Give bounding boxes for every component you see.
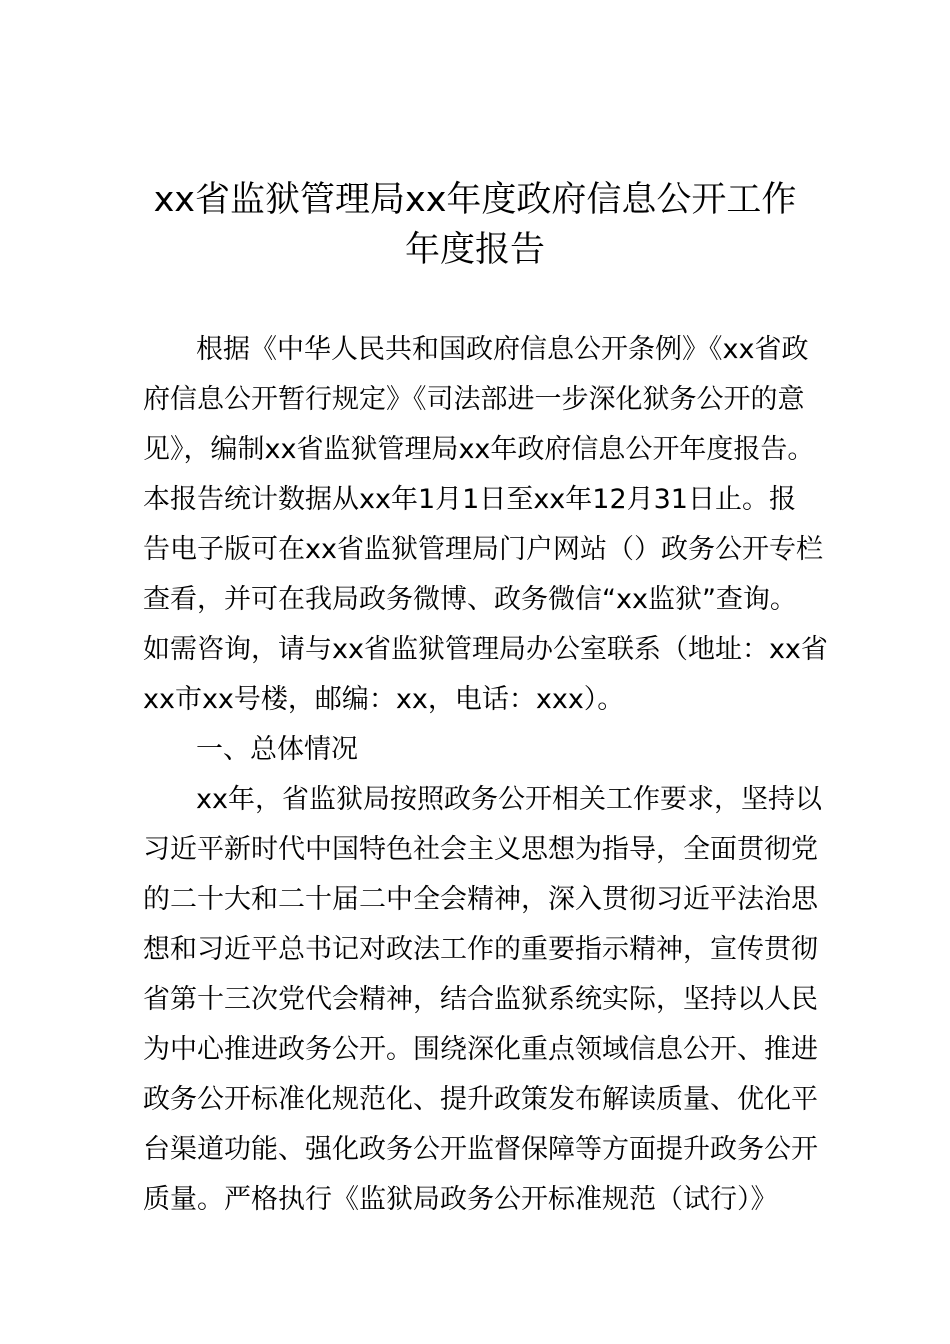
body-line-17: 台渠道功能、强化政务公开监督保障等方面提升政务公开 [143,1134,818,1165]
body-line-5: 告电子版可在xx省监狱管理局门户网站（）政务公开专栏 [143,534,823,565]
title-line-1: xx省监狱管理局xx年度政府信息公开工作 [153,180,797,220]
body-line-7: 如需咨询，请与xx省监狱管理局办公室联系（地址：xx省 [143,634,828,665]
title-line-2: 年度报告 [404,230,545,270]
body-line-16: 政务公开标准化规范化、提升政策发布解读质量、优化平 [143,1084,818,1115]
body-line-11: 习近平新时代中国特色社会主义思想为指导，全面贯彻党 [143,834,818,865]
body-line-18: 质量。严格执行《监狱局政务公开标准规范（试行）》 [143,1184,778,1215]
body-line-2: 府信息公开暂行规定》《司法部进一步深化狱务公开的意 [143,384,805,415]
body-line-4: 本报告统计数据从xx年1月1日至xx年12月31日止。报 [143,484,796,515]
body-line-8: xx市xx号楼，邮编：xx，电话：xxx）。 [143,684,625,715]
body-line-12: 的二十大和二十届二中全会精神，深入贯彻习近平法治思 [143,884,818,915]
body-line-10: xx年，省监狱局按照政务公开相关工作要求，坚持以 [196,784,822,815]
body-line-1: 根据《中华人民共和国政府信息公开条例》《xx省政 [196,334,809,365]
body-line-13: 想和习近平总书记对政法工作的重要指示精神，宣传贯彻 [143,934,818,965]
body-line-14: 省第十三次党代会精神，结合监狱系统实际，坚持以人民 [143,984,818,1015]
body-line-15: 为中心推进政务公开。围绕深化重点领域信息公开、推进 [143,1034,818,1065]
body-line-6: 查看，并可在我局政务微博、政务微信“xx监狱”查询。 [143,584,797,615]
section-heading: 一、总体情况 [196,734,358,765]
body-line-3: 见》，编制xx省监狱管理局xx年政府信息公开年度报告。 [143,434,815,465]
